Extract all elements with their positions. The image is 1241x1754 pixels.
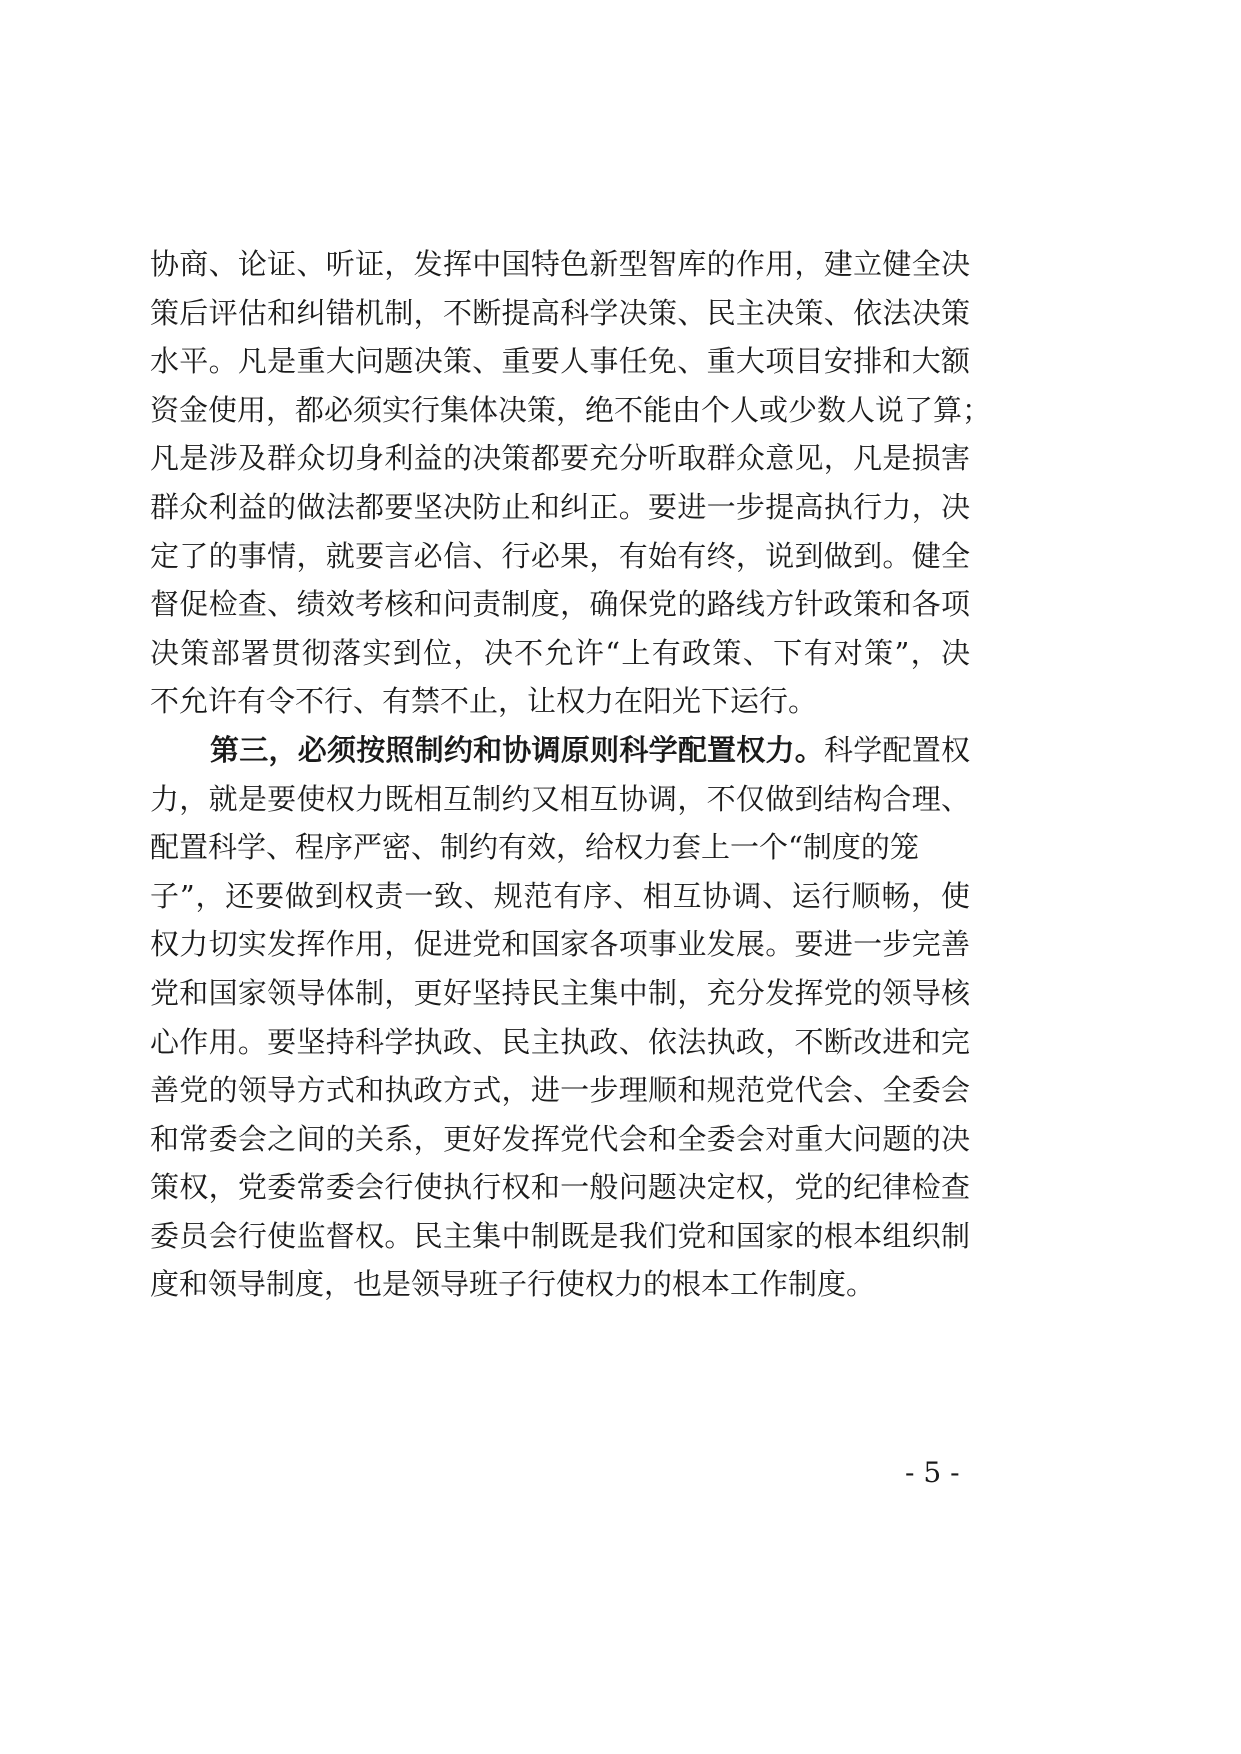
text-line: 心作用。要坚持科学执政、民主执政、依法执政，不断改进和完 xyxy=(150,1024,970,1059)
text-line: 定了的事情，就要言必信、行必果，有始有终，说到做到。健全 xyxy=(150,538,970,573)
page-number: - 5 - xyxy=(905,1456,960,1489)
text-line: 党和国家领导体制，更好坚持民主集中制，充分发挥党的领导核 xyxy=(150,975,970,1010)
text-line: 子”，还要做到权责一致、规范有序、相互协调、运行顺畅，使 xyxy=(150,878,970,913)
text-line: 度和领导制度，也是领导班子行使权力的根本工作制度。 xyxy=(150,1267,876,1302)
text-line: 和常委会之间的关系，更好发挥党代会和全委会对重大问题的决 xyxy=(150,1121,970,1156)
document-body xyxy=(150,240,992,1309)
text-line: 力，就是要使权力既相互制约又相互协调，不仅做到结构合理、 xyxy=(150,781,970,816)
text-line: 凡是涉及群众切身利益的决策都要充分听取群众意见，凡是损害 xyxy=(150,441,970,476)
text-line: 权力切实发挥作用，促进党和国家各项事业发展。要进一步完善 xyxy=(150,927,970,962)
text-line: 决策部署贯彻落实到位，决不允许“上有政策、下有对策”，决 xyxy=(150,635,970,670)
text-line: 善党的领导方式和执政方式，进一步理顺和规范党代会、全委会 xyxy=(150,1073,970,1108)
text-line: 群众利益的做法都要坚决防止和纠正。要进一步提高执行力，决 xyxy=(150,489,970,524)
text-line: 策后评估和纠错机制，不断提高科学决策、民主决策、依法决策 xyxy=(150,295,970,330)
text-line: 督促检查、绩效考核和问责制度，确保党的路线方针政策和各项 xyxy=(150,587,970,622)
section-heading-line xyxy=(150,726,970,775)
text-line: 不允许有令不行、有禁不止，让权力在阳光下运行。 xyxy=(150,684,818,719)
text-line: 委员会行使监督权。民主集中制既是我们党和国家的根本组织制 xyxy=(150,1218,970,1253)
text-line: 水平。凡是重大问题决策、重要人事任免、重大项目安排和大额 xyxy=(150,344,970,379)
text-line: 协商、论证、听证，发挥中国特色新型智库的作用，建立健全决 xyxy=(150,247,970,281)
text-line: 资金使用，都必须实行集体决策，绝不能由个人或少数人说了算； xyxy=(150,392,992,427)
text-line: 配置科学、程序严密、制约有效，给权力套上一个“制度的笼 xyxy=(150,830,919,865)
text-span: 科学配置权 xyxy=(824,732,970,767)
text-line: 策权，党委常委会行使执行权和一般问题决定权，党的纪律检查 xyxy=(150,1170,970,1205)
section-heading: 第三，必须按照制约和协调原则科学配置权力。 xyxy=(210,732,825,767)
